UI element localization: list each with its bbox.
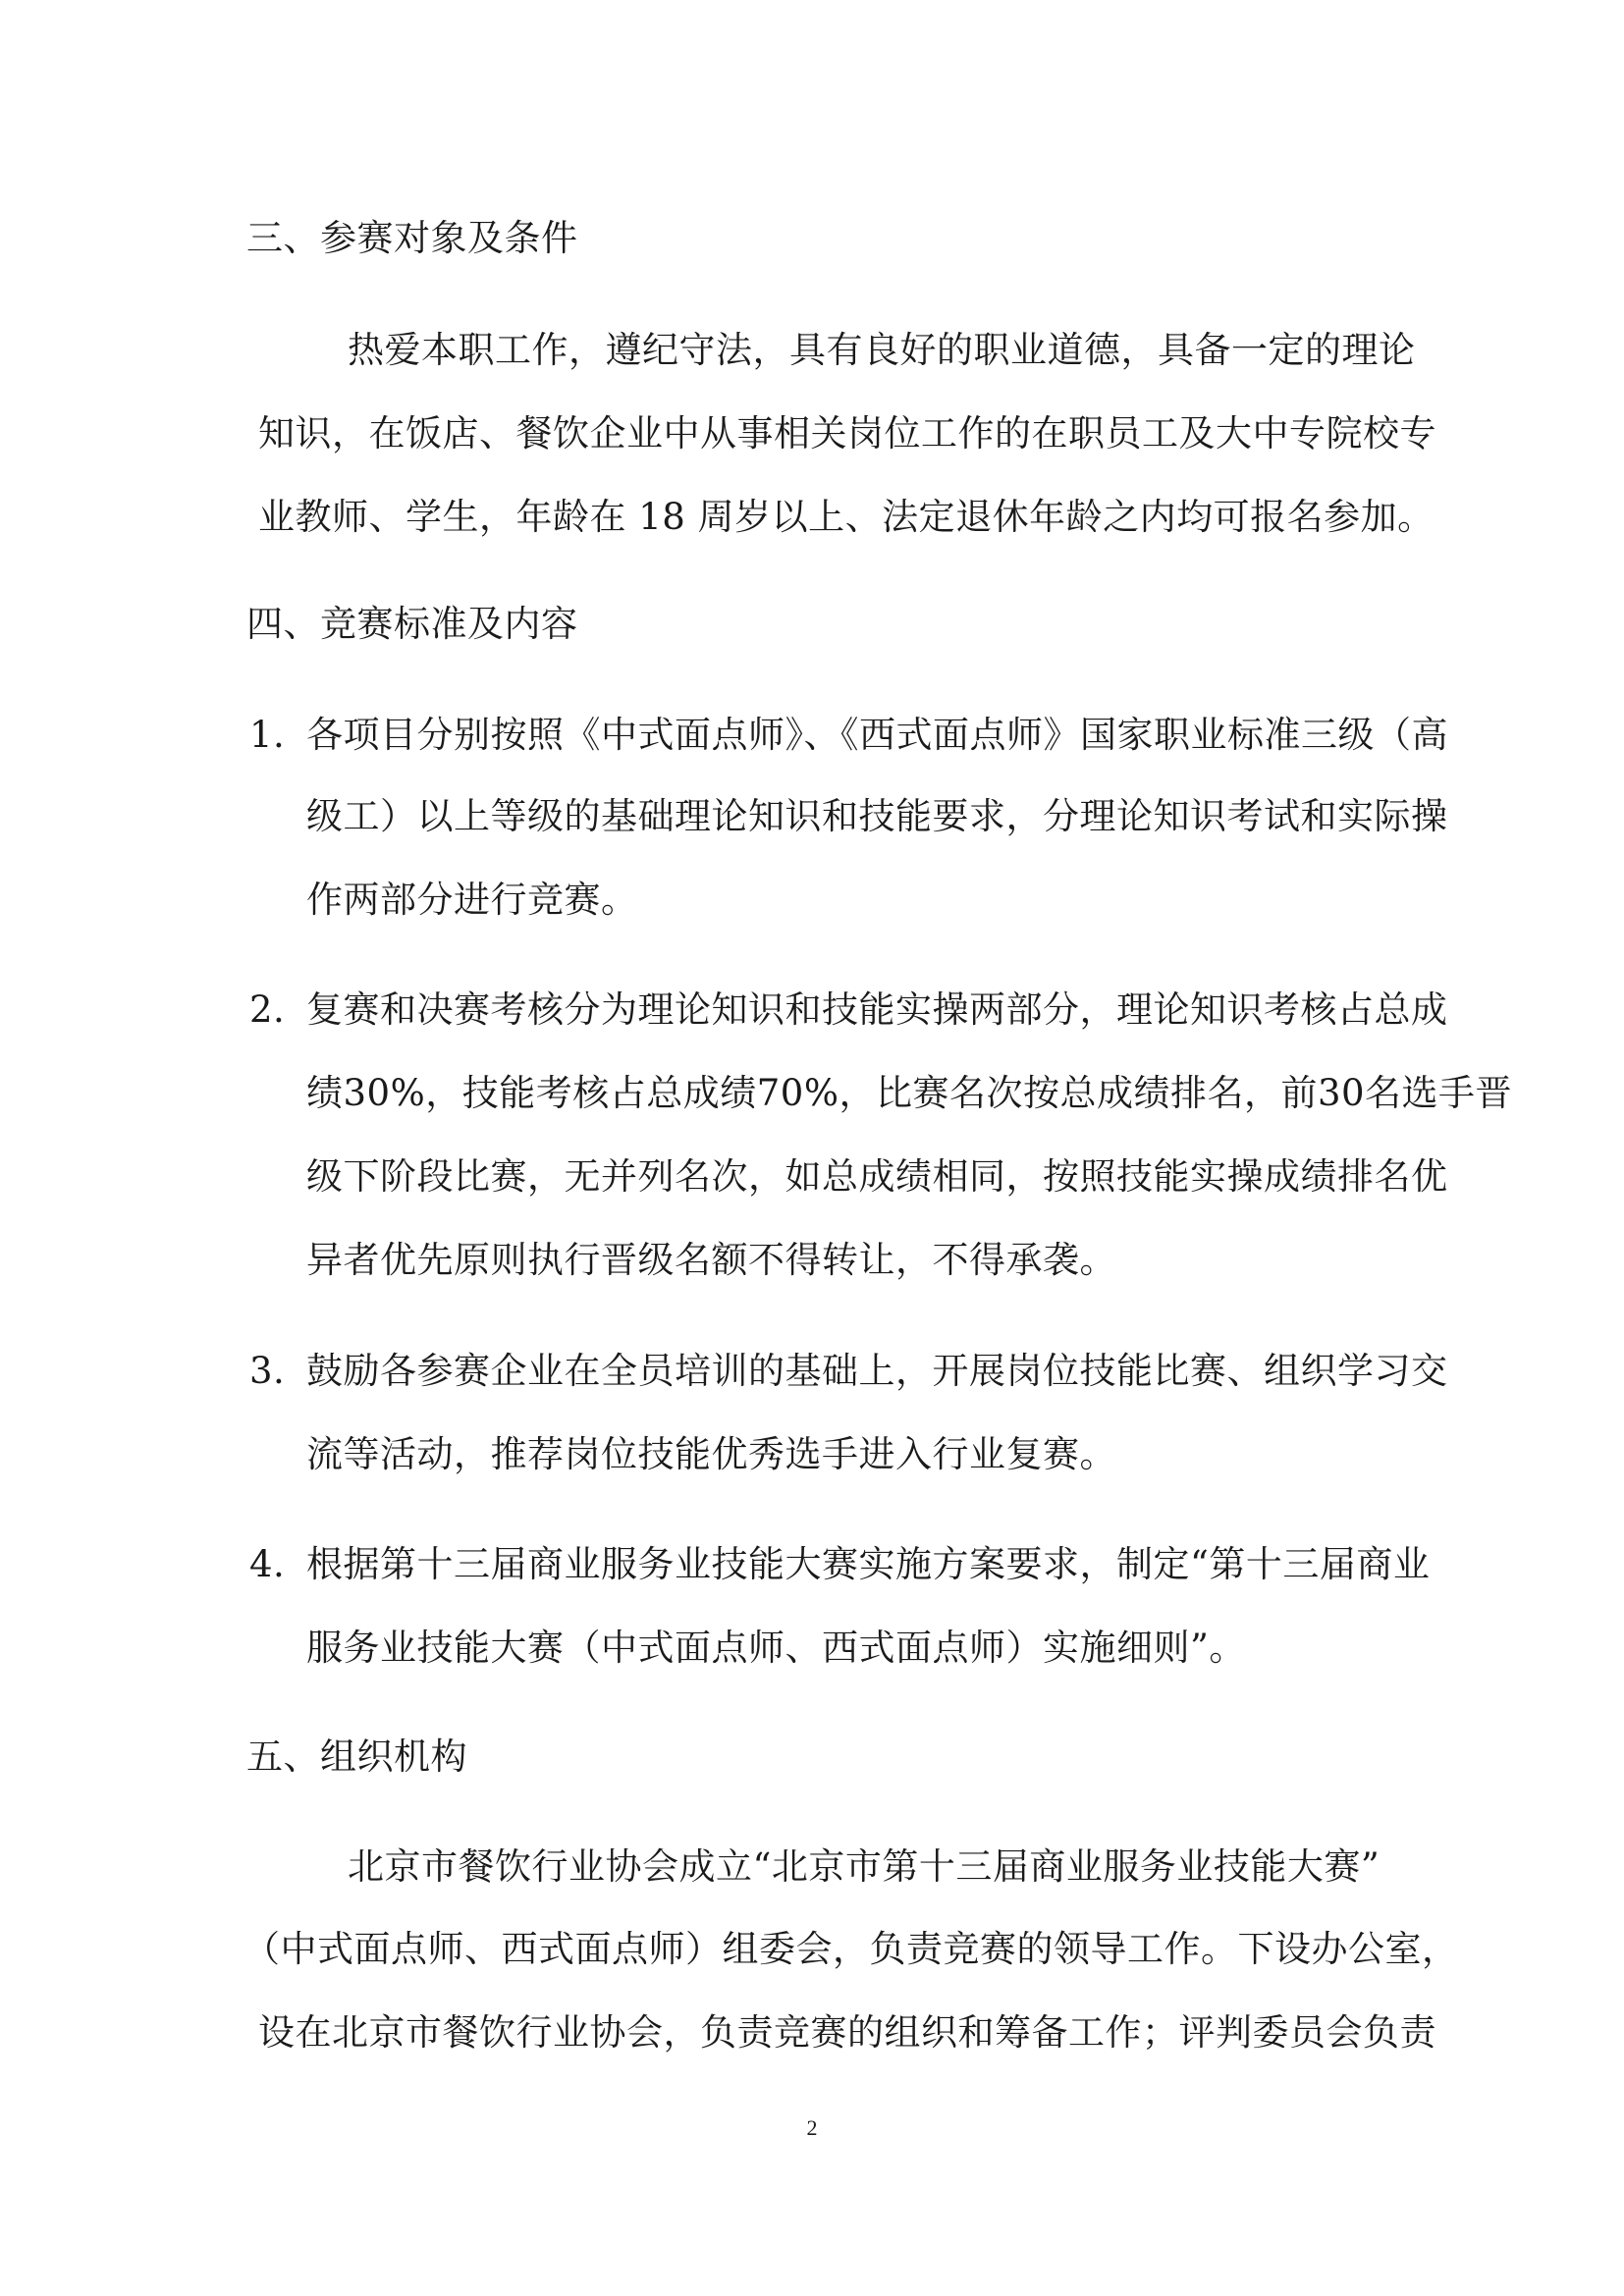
page-number: 2 bbox=[806, 2115, 818, 2140]
section-heading-3: 三、参赛对象及条件 bbox=[246, 217, 578, 259]
list-item-line: 异者优先原则执行晋级名额不得转让，不得承袭。 bbox=[306, 1239, 1116, 1281]
list-item-line: 绩30%，技能考核占总成绩70%，比赛名次按总成绩排名，前30名选手晋 bbox=[306, 1072, 1513, 1114]
section-heading-4: 四、竞赛标准及内容 bbox=[246, 603, 578, 645]
list-item-line: 流等活动，推荐岗位技能优秀选手进入行业复赛。 bbox=[306, 1433, 1116, 1475]
paragraph-line: 知识，在饭店、餐饮企业中从事相关岗位工作的在职员工及大中专院校专 bbox=[258, 412, 1436, 454]
paragraph-line: 北京市餐饮行业协会成立“北京市第十三届商业服务业技能大赛” bbox=[348, 1845, 1380, 1888]
list-item-line: 复赛和决赛考核分为理论知识和技能实操两部分，理论知识考核占总成 bbox=[306, 988, 1448, 1031]
list-item-number: 1. bbox=[249, 714, 286, 756]
list-item-line: 级工）以上等级的基础理论知识和技能要求，分理论知识考试和实际操 bbox=[306, 795, 1448, 837]
list-item-line: 根据第十三届商业服务业技能大赛实施方案要求，制定“第十三届商业 bbox=[306, 1543, 1431, 1585]
list-item-number: 4. bbox=[249, 1543, 286, 1585]
list-item-number: 3. bbox=[249, 1350, 286, 1392]
paragraph-line: 设在北京市餐饮行业协会，负责竞赛的组织和筹备工作；评判委员会负责 bbox=[258, 2011, 1436, 2054]
list-item-line: 各项目分别按照《中式面点师》、《西式面点师》国家职业标准三级（高 bbox=[306, 714, 1448, 756]
list-item-line: 作两部分进行竞赛。 bbox=[306, 879, 638, 921]
list-item-line: 级下阶段比赛，无并列名次，如总成绩相同，按照技能实操成绩排名优 bbox=[306, 1155, 1448, 1198]
list-item-line: 服务业技能大赛（中式面点师、西式面点师）实施细则”。 bbox=[306, 1627, 1246, 1669]
list-item-number: 2. bbox=[249, 988, 286, 1031]
section-heading-5: 五、组织机构 bbox=[246, 1735, 467, 1778]
paragraph-line: （中式面点师、西式面点师）组委会，负责竞赛的领导工作。下设办公室， bbox=[244, 1928, 1459, 1970]
list-item-line: 鼓励各参赛企业在全员培训的基础上，开展岗位技能比赛、组织学习交 bbox=[306, 1350, 1448, 1392]
paragraph-line: 业教师、学生，年龄在 18 周岁以上、法定退休年龄之内均可报名参加。 bbox=[258, 496, 1435, 538]
paragraph-line: 热爱本职工作，遵纪守法，具有良好的职业道德，具备一定的理论 bbox=[348, 329, 1416, 371]
